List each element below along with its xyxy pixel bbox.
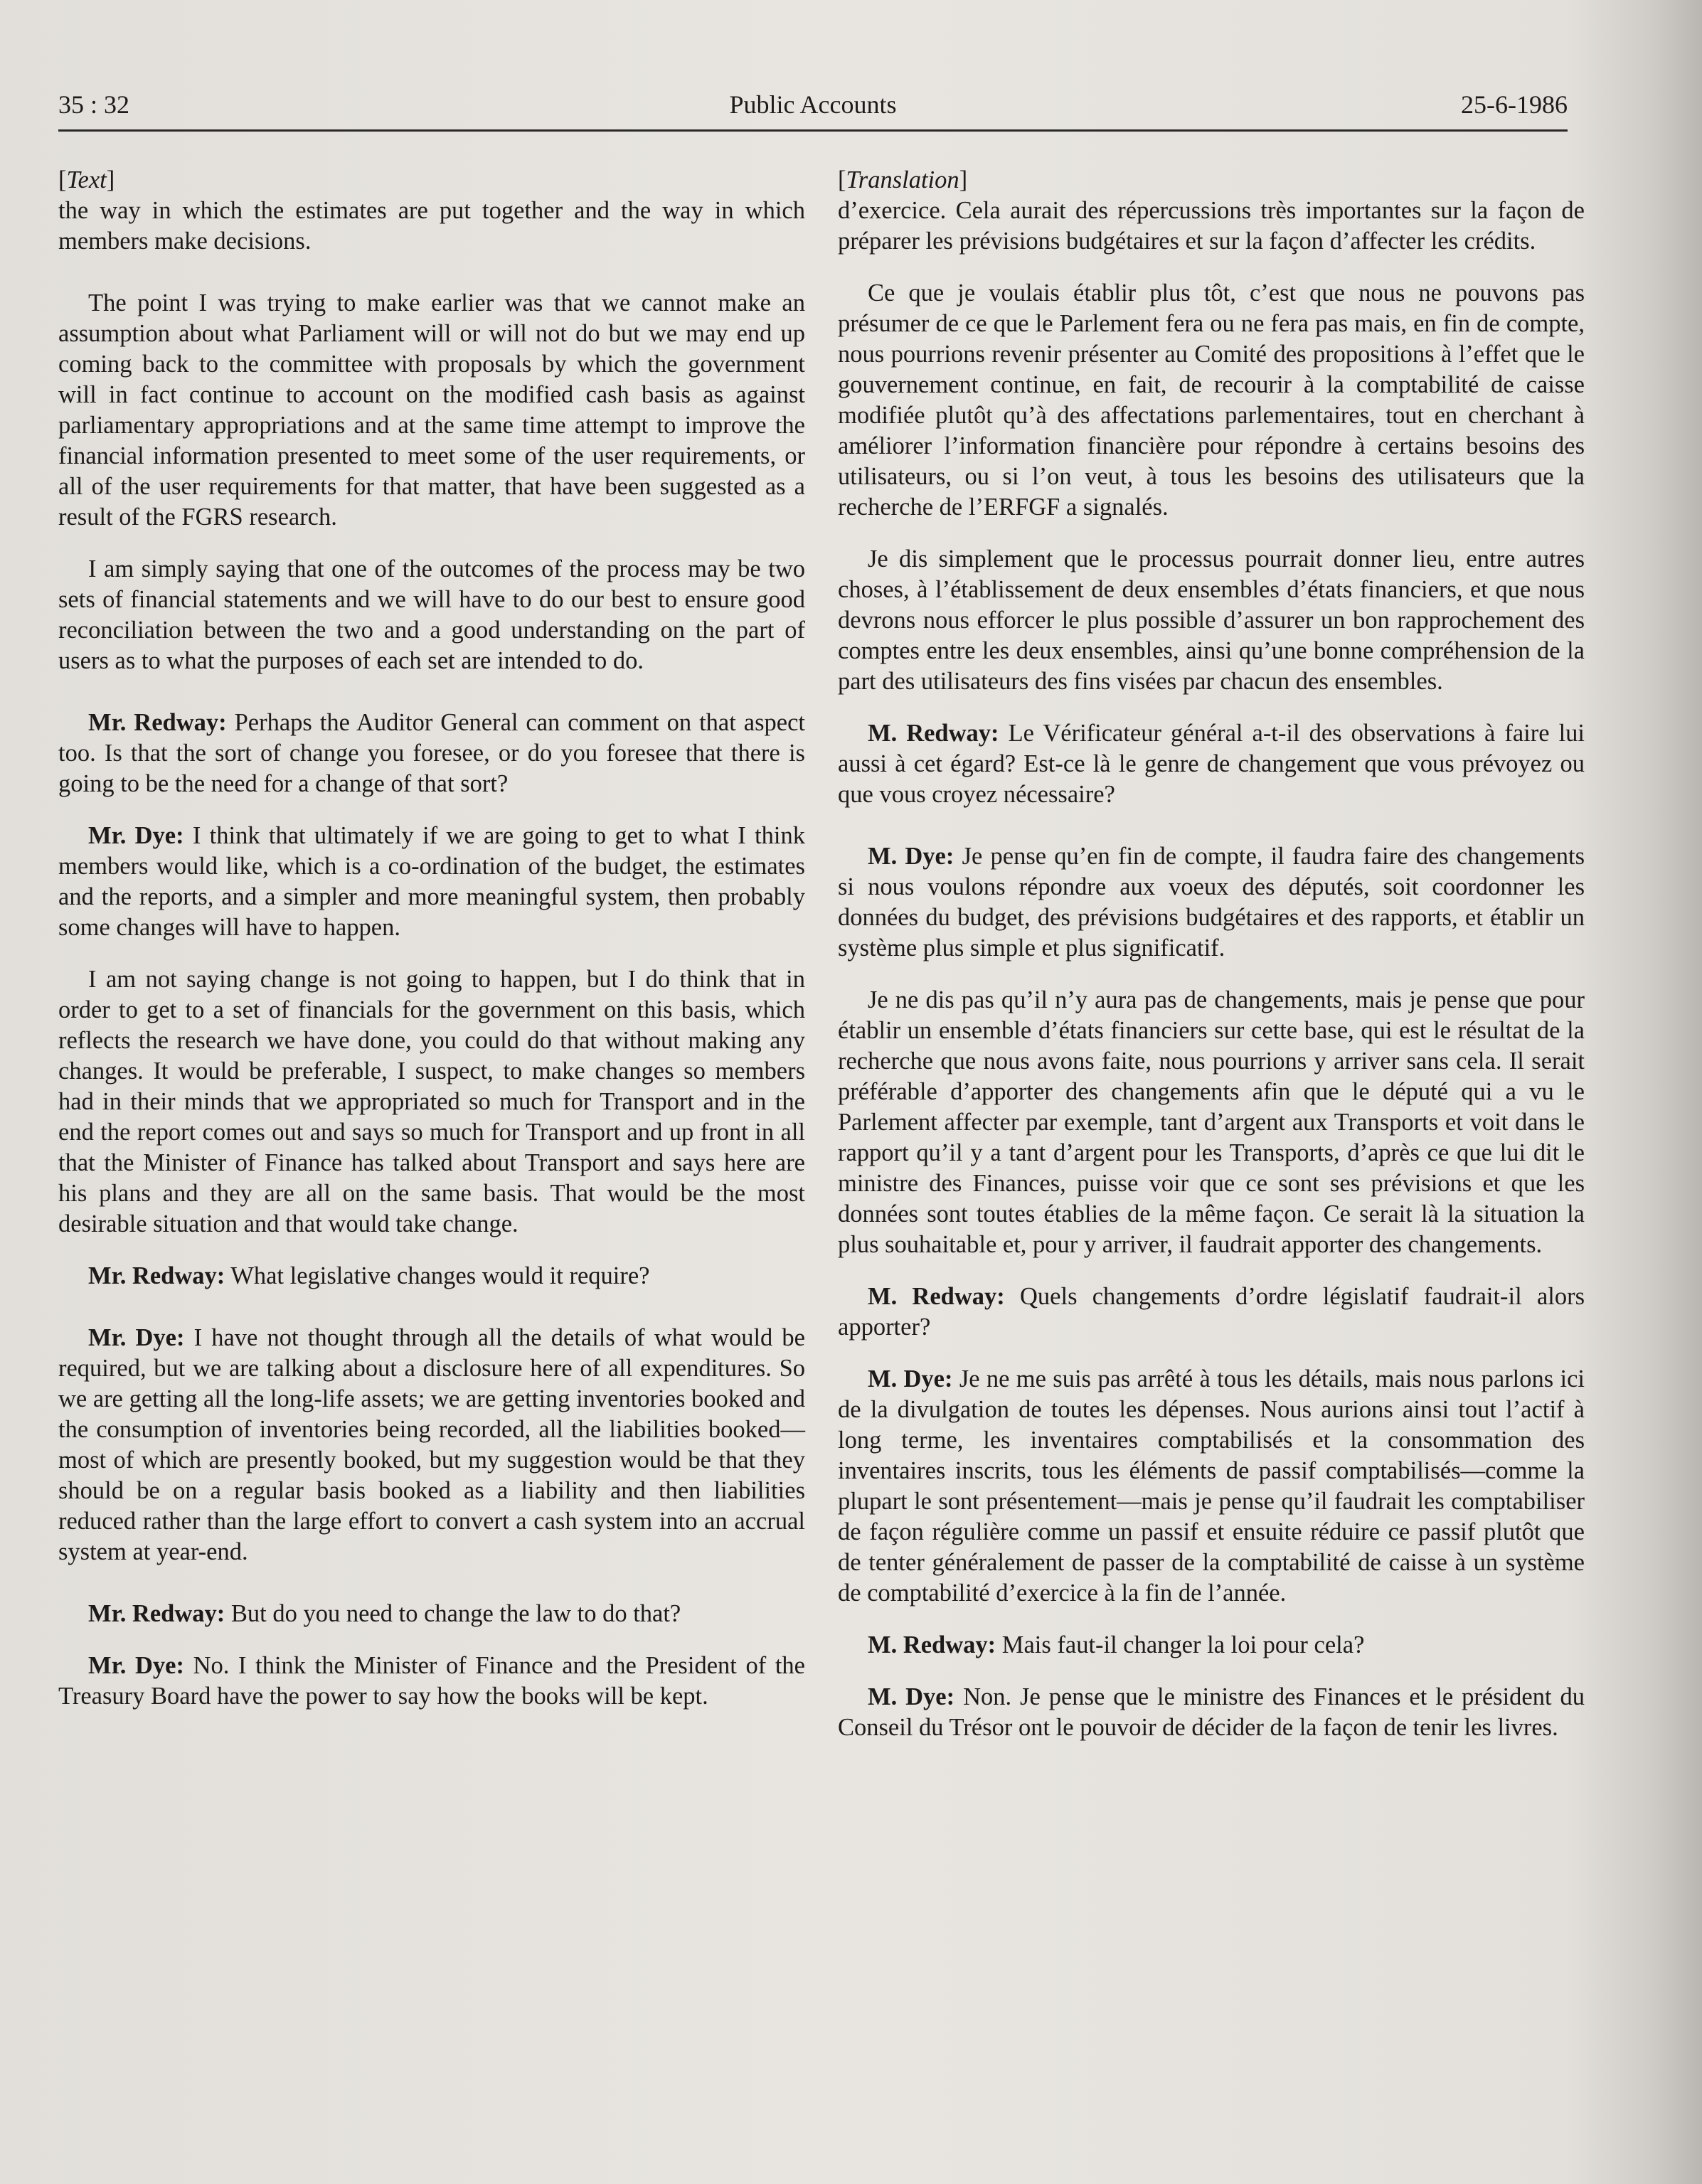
speaker-name: Mr. Dye:: [88, 1652, 184, 1679]
speaker-name: Mr. Redway:: [88, 709, 227, 736]
speaker-paragraph: [838, 718, 1585, 810]
continuation-paragraph: the way in which the estimates are put together and the way in which members make decisions.: [58, 197, 805, 255]
speaker-name: Mr. Redway:: [88, 1600, 225, 1627]
speech-text: Perhaps the Auditor General can comment on that aspect too. Is that the sort of change you foresee, or do you foresee that there is going to be the need for a change of that sort?: [58, 709, 805, 797]
paragraph: The point I was trying to make earlier was that we cannot make an assumption about what Parliament will or will not do but we may end up coming back to the committee with proposals by which the government will in fact continue to account on the modified cash basis as against parliamentary appropriations and at the same time attempt to improve the financial information presented to meet some of the user requirements, or all of the user requirements for that matter, that have been suggested as a result of the FGRS research.: [58, 289, 805, 531]
paragraph: Ce que je voulais établir plus tôt, c’est que nous ne pouvons pas présumer de ce que le Parlement fera ou ne fera pas mais, en fin de compte, nous pourrions revenir présenter au Comité des propositions à l’effet que le gouvernement continue, en fait, de recourir à la comptabilité de caisse modifiée plutôt qu’à des affectations parlementaires, tout en cherchant à améliorer l’information financière pour répondre à certains besoins des utilisateurs, ou si l’on veut, à tous les besoins des utilisateurs que la recherche de l’ERFGF a signalés.: [838, 279, 1585, 521]
speech-text: Le Vérificateur général a-t-il des observations à faire lui aussi à cet égard? Est-ce là le genre de changement que vous prévoyez ou que vous croyez nécessaire?: [838, 720, 1585, 808]
speaker-paragraph: [58, 1261, 805, 1291]
speaker-paragraph: [58, 1651, 805, 1712]
speaker-paragraph: [58, 1323, 805, 1567]
speaker-name: Mr. Redway:: [88, 1262, 225, 1289]
speech-text: I have not thought through all the details of what would be required, but we are talking about a disclosure here of all expenditures. So we are getting all the long-life assets; we are getting inventories booked and the consumption of inventories being recorded, all the liabilities booked—most of which are presently booked, but my suggestion would be that they should be on a regular basis booked as a liability and then liabilities reduced rather than the large effort to convert a cash system into an accrual system at year-end.: [58, 1324, 805, 1565]
english-column: [58, 165, 805, 1733]
header-date: 25-6-1986: [1461, 90, 1568, 119]
speaker-paragraph: [838, 1630, 1585, 1661]
paragraph: Je dis simplement que le processus pourrait donner lieu, entre autres choses, à l’établissement de deux ensembles d’états financiers, et que nous devrons nous efforcer le plus possible d’assurer un bon rapprochement des comptes entre les deux ensembles, ainsi qu’une bonne compréhension de la part des utilisateurs des fins visées par chacun des ensembles.: [838, 545, 1585, 695]
speech-text: Quels changements d’ordre législatif faudrait-il alors apporter?: [838, 1283, 1585, 1341]
speaker-paragraph: [838, 1282, 1585, 1343]
paragraph: I am not saying change is not going to happen, but I do think that in order to get to a set of financials for the government on this basis, which reflects the research we have done, you could do that without making any changes. It would be preferable, I suspect, to make changes so members had in their minds that we appropriated so much for Transport and in the end the report comes out and says so much for Transport and up front in all that the Minister of Finance has talked about Transport and says here are his plans and they are all on the same basis. That would be the most desirable situation and that would take change.: [58, 966, 805, 1237]
speech-text: Mais faut-il changer la loi pour cela?: [1001, 1631, 1365, 1658]
speech-text: Non. Je pense que le ministre des Finances et le président du Conseil du Trésor ont le pouvoir de décider de la façon de tenir les livres.: [838, 1683, 1585, 1741]
speaker-name: M. Redway:: [868, 720, 999, 747]
publication-title: Public Accounts: [729, 90, 897, 119]
speaker-name: M. Redway:: [868, 1631, 996, 1658]
paragraph: I am simply saying that one of the outcomes of the process may be two sets of financial statements and we will have to do our best to ensure good reconciliation between the two and a good understanding on the part of users as to what the purposes of each set are intended to do.: [58, 555, 805, 674]
section-label: [Text]: [58, 166, 115, 193]
speech-text: I think that ultimately if we are going to get to what I think members would like, which is a co-ordination of the budget, the estimates and the reports, and a simpler and more meaningful system, then probably some changes will have to happen.: [58, 822, 805, 941]
speaker-name: M. Redway:: [868, 1283, 1005, 1310]
speaker-name: Mr. Dye:: [88, 822, 184, 849]
speaker-paragraph: [838, 1682, 1585, 1743]
speaker-paragraph: [58, 821, 805, 943]
speaker-name: M. Dye:: [868, 843, 954, 870]
page-number: 35 : 32: [58, 90, 130, 119]
french-column: [838, 165, 1585, 1764]
running-header: [58, 87, 1568, 132]
speaker-name: Mr. Dye:: [88, 1324, 185, 1351]
speech-text: Je pense qu’en fin de compte, il faudra faire des changements si nous voulons répondre aux voeux des députés, soit coordonner les données du budget, des prévisions budgétaires et des rapports, et établir un système plus simple et plus significatif.: [838, 843, 1585, 962]
continuation-paragraph: d’exercice. Cela aurait des répercussions très importantes sur la façon de préparer les prévisions budgétaires et sur la façon d’affecter les crédits.: [838, 197, 1585, 255]
speech-text: No. I think the Minister of Finance and the President of the Treasury Board have the power to say how the books will be kept.: [58, 1652, 805, 1710]
speech-text: But do you need to change the law to do that?: [230, 1600, 681, 1627]
speech-text: Je ne me suis pas arrêté à tous les détails, mais nous parlons ici de la divulgation de toutes les dépenses. Nous aurions ainsi tout l’actif à long terme, les inventaires comptabilisés et la consommation des inventaires inscrits, tous les éléments de passif comptabilisés—comme la plupart le sont présentement—mais je pense qu’il faudrait les comptabiliser de façon régulière comme un passif et ensuite réduire ce passif plutôt que de tenter généralement de passer de la comptabilité de caisse à un système de comptabilité d’exercice à la fin de l’année.: [838, 1365, 1585, 1607]
speaker-name: M. Dye:: [868, 1683, 955, 1710]
section-label: [Translation]: [838, 166, 968, 193]
speech-text: What legislative changes would it require?: [230, 1262, 650, 1289]
speaker-paragraph: [58, 708, 805, 799]
paragraph: Je ne dis pas qu’il n’y aura pas de changements, mais je pense que pour établir un ensemble d’états financiers sur cette base, qui est le résultat de la recherche que nous avons faite, nous pourrions y arriver sans cela. Il serait préférable d’apporter des changements afin que le député qui a vu le Parlement affecter par exemple, tant d’argent aux Transports et voit dans le rapport qu’il y a tant d’argent pour les Transports, d’après ce que lui dit le ministre des Finances, puisse voir que ce sont ses prévisions et que les données sont toutes établies de la même façon. Ce serait là la situation la plus souhaitable et, pour y arriver, il faudrait apporter des changements.: [838, 986, 1585, 1258]
speaker-paragraph: [838, 841, 1585, 964]
speaker-name: M. Dye:: [868, 1365, 953, 1392]
speaker-paragraph: [58, 1599, 805, 1629]
speaker-paragraph: [838, 1364, 1585, 1609]
